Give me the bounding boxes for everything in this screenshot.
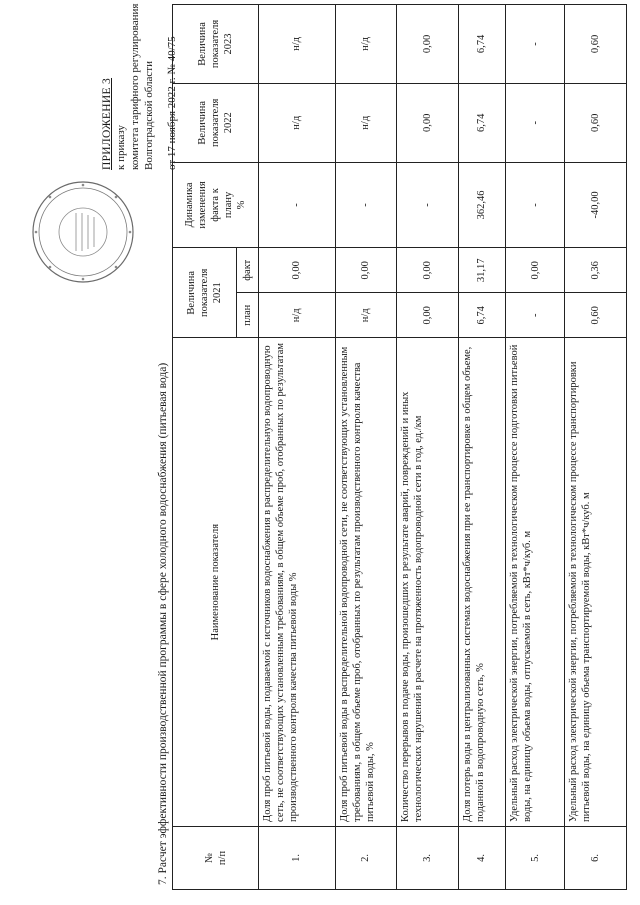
row-name: Доля проб питьевой воды, подаваемой с источников водоснабжения в распределительную водопроводную сеть, не соответствующих установленным требованиям, в общем объеме проб, отобранных по результатам производственного контроля качества питьевой воды % — [259, 338, 336, 827]
row-plan: н/д — [259, 293, 336, 338]
row-num: 2. — [335, 826, 397, 889]
table-row — [565, 5, 627, 890]
row-plan: 0,60 — [565, 293, 627, 338]
row-num: 4. — [458, 826, 505, 889]
row-dynamics: -40,00 — [565, 162, 627, 248]
table-row — [397, 5, 459, 890]
header-plan: план — [237, 293, 259, 338]
header-num: № п/п — [173, 826, 259, 889]
row-plan: н/д — [335, 293, 397, 338]
table-row — [259, 5, 336, 890]
row-2023: - — [505, 5, 565, 84]
row-2023: 0,60 — [565, 5, 627, 84]
table-row — [505, 5, 565, 890]
row-name: Удельный расход электрической энергии, потребляемой в технологическом процессе транспортировки питьевой воды, на единицу объема транспортируемой воды, кВт*ч/куб. м — [565, 338, 627, 827]
row-name: Количество перерывов в подаче воды, произошедших в результате аварий, повреждений и иных технологических нарушений в расчете на протяженность водопроводной сети в год, ед./км — [397, 338, 459, 827]
efficiency-table — [172, 4, 627, 890]
table-row — [458, 5, 505, 890]
appendix-date: от 17 ноября 2022 г. № 40/75 — [166, 36, 178, 170]
row-num: 6. — [565, 826, 627, 889]
row-plan: 6,74 — [458, 293, 505, 338]
row-2022: н/д — [335, 83, 397, 162]
appendix-block — [100, 0, 179, 170]
row-2022: 6,74 — [458, 83, 505, 162]
row-dynamics: - — [259, 162, 336, 248]
row-num: 1. — [259, 826, 336, 889]
section-title: 7. Расчет эффективности производственной программы в сфере холодного водоснабжения (питьевая вода) — [157, 362, 169, 885]
row-fact: 0,00 — [335, 248, 397, 293]
row-plan: - — [505, 293, 565, 338]
header-name: Наименование показателя — [173, 338, 259, 827]
row-2022: 0,60 — [565, 83, 627, 162]
header-2022: Величина показателя 2022 — [173, 83, 259, 162]
row-fact: 0,00 — [259, 248, 336, 293]
row-dynamics: - — [505, 162, 565, 248]
row-name: Доля проб питьевой воды в распределительной водопроводной сети, не соответствующих установленным требованиям, в общем объеме проб, отобранных по результатам производственного контроля качества питьевой воды, % — [335, 338, 397, 827]
appendix-line-1: к приказу — [115, 124, 127, 170]
row-dynamics: 362,46 — [458, 162, 505, 248]
row-2022: н/д — [259, 83, 336, 162]
row-name: Доля потерь воды в централизованных системах водоснабжения при ее транспортировке в общем объеме, поданной в водопроводную сеть, % — [458, 338, 505, 827]
appendix-line-2: комитета тарифного регулирования — [129, 3, 141, 170]
row-2022: - — [505, 83, 565, 162]
row-fact: 0,00 — [505, 248, 565, 293]
row-2022: 0,00 — [397, 83, 459, 162]
row-plan: 0,00 — [397, 293, 459, 338]
row-fact: 31,17 — [458, 248, 505, 293]
row-name: Удельный расход электрической энергии, потребляемой в технологическом процессе подготовки питьевой воды, на единицу объема воды, отпускаемой в сеть, кВт*ч/куб. м — [505, 338, 565, 827]
official-seal-stamp — [28, 177, 138, 287]
row-fact: 0,00 — [397, 248, 459, 293]
header-dynamics: Динамика изменения факта к плану % — [173, 162, 259, 248]
row-2023: н/д — [335, 5, 397, 84]
row-dynamics: - — [335, 162, 397, 248]
row-num: 5. — [505, 826, 565, 889]
header-2023: Величина показателя 2023 — [173, 5, 259, 84]
row-dynamics: - — [397, 162, 459, 248]
row-2023: 6,74 — [458, 5, 505, 84]
table-row — [335, 5, 397, 890]
row-2023: 0,00 — [397, 5, 459, 84]
header-2021: Величина показателя 2021 — [173, 248, 237, 338]
appendix-line-3: Волгоградской области — [143, 61, 155, 170]
header-fact: факт — [237, 248, 259, 293]
row-num: 3. — [397, 826, 459, 889]
row-2023: н/д — [259, 5, 336, 84]
appendix-title: ПРИЛОЖЕНИЕ 3 — [101, 77, 113, 170]
row-fact: 0,36 — [565, 248, 627, 293]
